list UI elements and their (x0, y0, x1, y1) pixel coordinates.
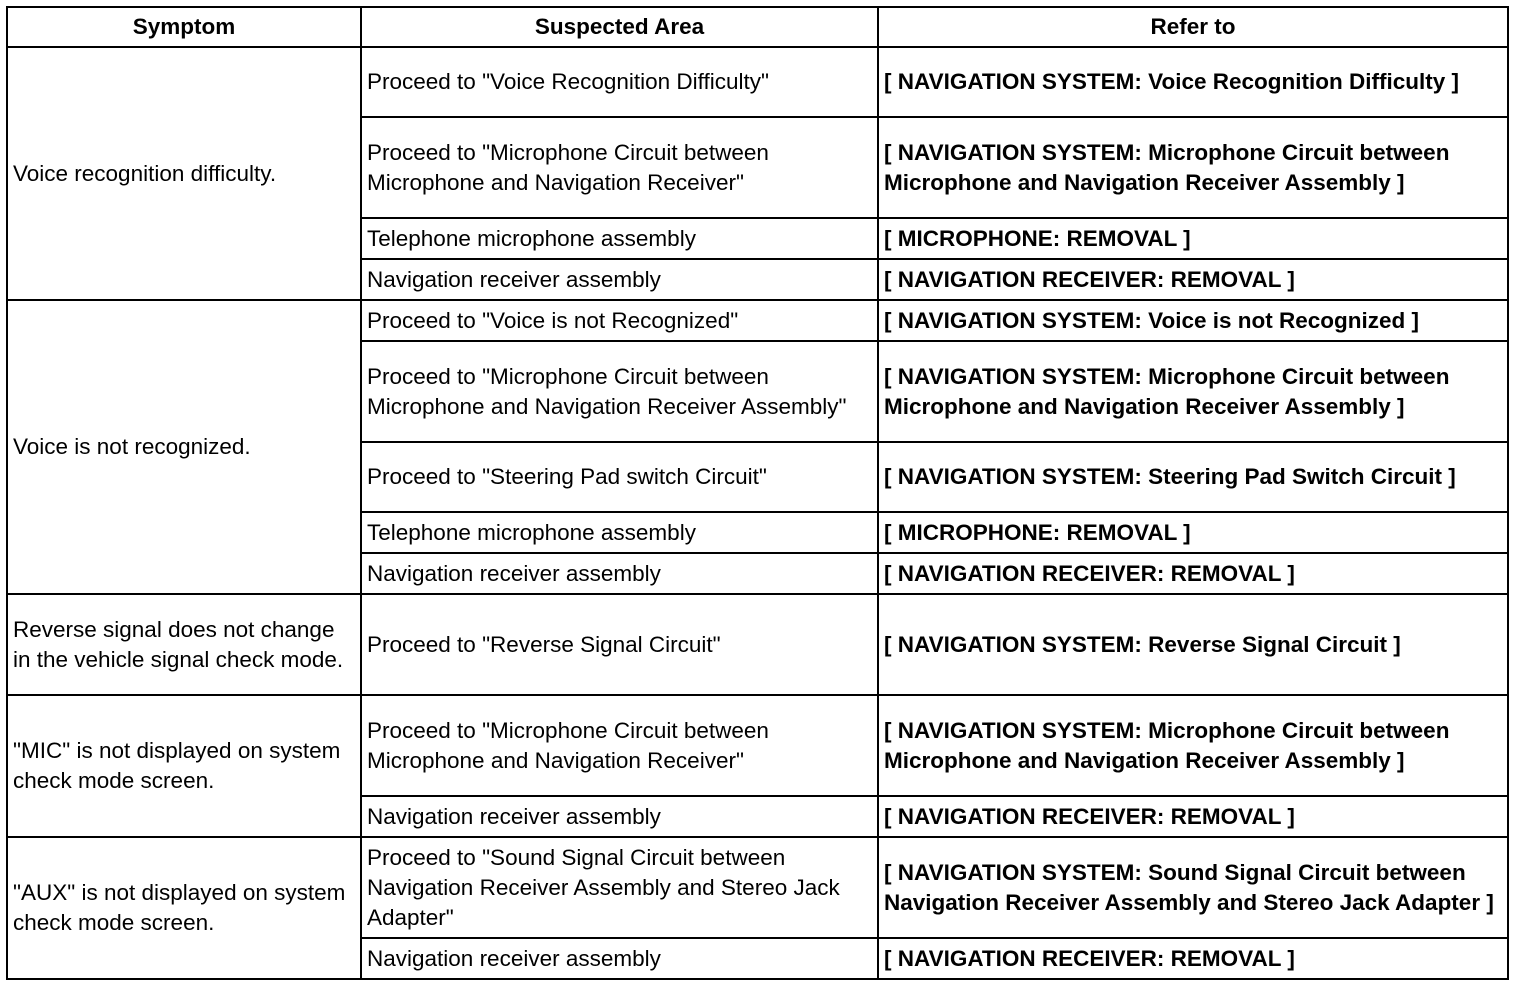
table-row (7, 594, 1508, 695)
refer-to-link[interactable]: [ NAVIGATION SYSTEM: Microphone Circuit between Microphone and Navigation Receiver Assembly ] (878, 695, 1508, 796)
header-suspected-area: Suspected Area (361, 7, 878, 47)
symptom-cell: Reverse signal does not change in the vehicle signal check mode. (7, 594, 361, 695)
refer-to-link[interactable]: [ NAVIGATION RECEIVER: REMOVAL ] (878, 938, 1508, 979)
refer-to-link[interactable]: [ NAVIGATION SYSTEM: Steering Pad Switch Circuit ] (878, 442, 1508, 512)
refer-to-link[interactable]: [ NAVIGATION RECEIVER: REMOVAL ] (878, 796, 1508, 837)
symptom-cell: Voice recognition difficulty. (7, 47, 361, 300)
suspected-area-cell: Navigation receiver assembly (361, 796, 878, 837)
suspected-area-cell: Proceed to "Microphone Circuit between Microphone and Navigation Receiver Assembly" (361, 341, 878, 442)
symptom-cell: "MIC" is not displayed on system check mode screen. (7, 695, 361, 837)
suspected-area-cell: Navigation receiver assembly (361, 259, 878, 300)
diagnosis-table (6, 6, 1509, 980)
table-row (7, 837, 1508, 938)
suspected-area-cell: Proceed to "Sound Signal Circuit between Navigation Receiver Assembly and Stereo Jack Adapter" (361, 837, 878, 938)
symptom-cell: "AUX" is not displayed on system check mode screen. (7, 837, 361, 979)
suspected-area-cell: Proceed to "Reverse Signal Circuit" (361, 594, 878, 695)
suspected-area-cell: Proceed to "Voice Recognition Difficulty" (361, 47, 878, 117)
refer-to-link[interactable]: [ NAVIGATION RECEIVER: REMOVAL ] (878, 553, 1508, 594)
header-refer-to: Refer to (878, 7, 1508, 47)
suspected-area-cell: Proceed to "Microphone Circuit between Microphone and Navigation Receiver" (361, 695, 878, 796)
refer-to-link[interactable]: [ NAVIGATION SYSTEM: Reverse Signal Circuit ] (878, 594, 1508, 695)
refer-to-link[interactable]: [ MICROPHONE: REMOVAL ] (878, 512, 1508, 553)
table-row (7, 300, 1508, 341)
refer-to-link[interactable]: [ NAVIGATION SYSTEM: Voice is not Recognized ] (878, 300, 1508, 341)
symptom-cell: Voice is not recognized. (7, 300, 361, 594)
suspected-area-cell: Telephone microphone assembly (361, 218, 878, 259)
refer-to-link[interactable]: [ NAVIGATION SYSTEM: Sound Signal Circuit between Navigation Receiver Assembly and Stereo Jack Adapter ] (878, 837, 1508, 938)
suspected-area-cell: Proceed to "Microphone Circuit between Microphone and Navigation Receiver" (361, 117, 878, 218)
suspected-area-cell: Proceed to "Voice is not Recognized" (361, 300, 878, 341)
refer-to-link[interactable]: [ NAVIGATION SYSTEM: Microphone Circuit between Microphone and Navigation Receiver Assembly ] (878, 341, 1508, 442)
suspected-area-cell: Proceed to "Steering Pad switch Circuit" (361, 442, 878, 512)
suspected-area-cell: Telephone microphone assembly (361, 512, 878, 553)
table-row (7, 695, 1508, 796)
table-row (7, 47, 1508, 117)
header-row (7, 7, 1508, 47)
suspected-area-cell: Navigation receiver assembly (361, 553, 878, 594)
refer-to-link[interactable]: [ MICROPHONE: REMOVAL ] (878, 218, 1508, 259)
refer-to-link[interactable]: [ NAVIGATION SYSTEM: Voice Recognition Difficulty ] (878, 47, 1508, 117)
header-symptom: Symptom (7, 7, 361, 47)
refer-to-link[interactable]: [ NAVIGATION RECEIVER: REMOVAL ] (878, 259, 1508, 300)
suspected-area-cell: Navigation receiver assembly (361, 938, 878, 979)
refer-to-link[interactable]: [ NAVIGATION SYSTEM: Microphone Circuit between Microphone and Navigation Receiver Assembly ] (878, 117, 1508, 218)
